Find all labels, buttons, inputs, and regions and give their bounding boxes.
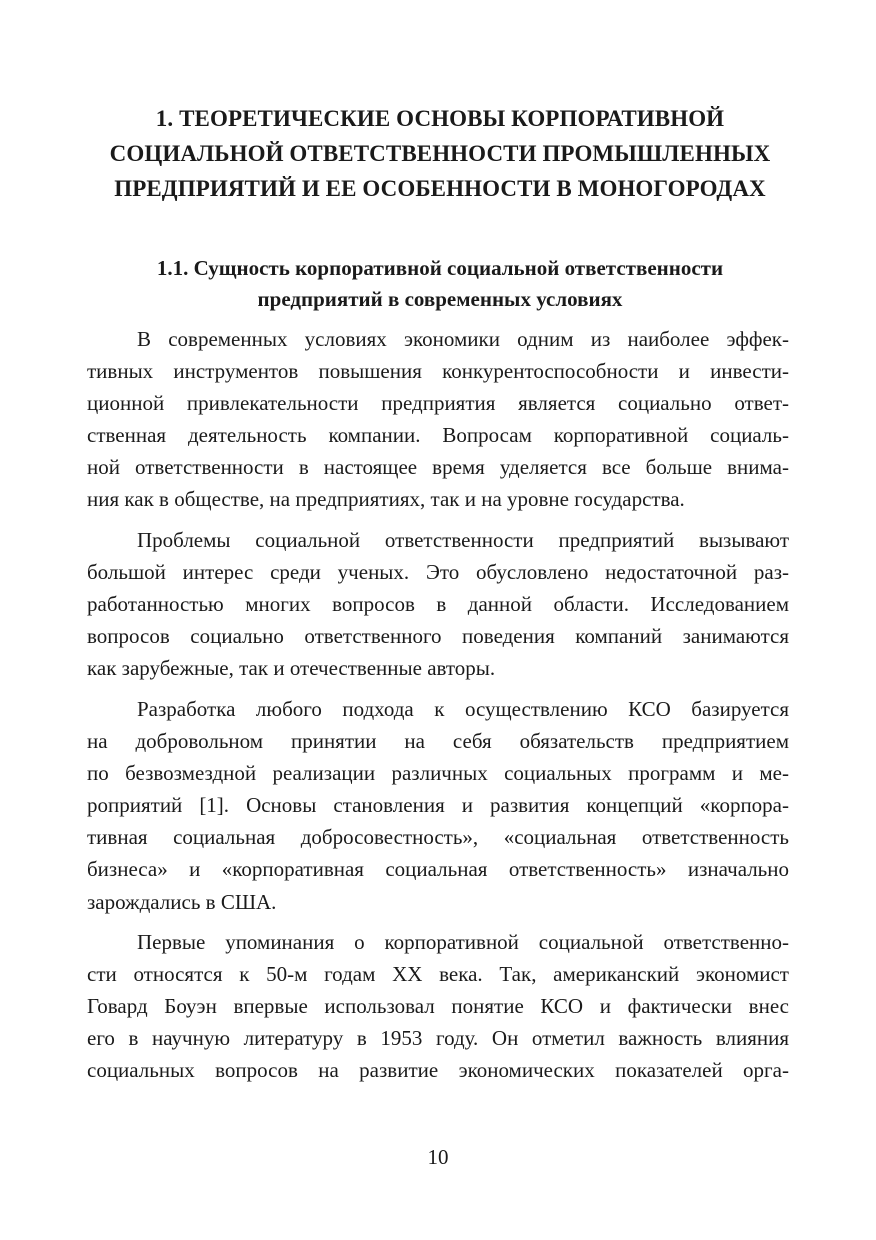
text-line: социальных вопросов на развитие экономических показателей орга- <box>87 1058 789 1083</box>
text-line: ционной привлекательности предприятия является социально ответ- <box>87 391 789 416</box>
text-line: тивная социальная добросовестность», «социальная ответственность <box>87 825 789 850</box>
text-line: роприятий [1]. Основы становления и развития концепций «корпора- <box>87 793 789 818</box>
text-line: ственная деятельность компании. Вопросам корпоративной социаль- <box>87 423 789 448</box>
paragraph-4 <box>87 926 789 1086</box>
text-line: Разработка любого подхода к осуществлению КСО базируется <box>137 697 789 721</box>
page-number: 10 <box>427 1145 449 1169</box>
chapter-title-line: ПРЕДПРИЯТИЙ И ЕЕ ОСОБЕННОСТИ В МОНОГОРОДАХ <box>114 176 766 201</box>
paragraph-3 <box>87 693 789 918</box>
text-line: Говард Боуэн впервые использовал понятие КСО и фактически внес <box>87 994 789 1019</box>
chapter-title-line: СОЦИАЛЬНОЙ ОТВЕТСТВЕННОСТИ ПРОМЫШЛЕННЫХ <box>109 141 771 166</box>
chapter-title <box>90 101 790 206</box>
text-line: ния как в обществе, на предприятиях, так и на уровне государства. <box>87 487 685 512</box>
text-line: Первые упоминания о корпоративной социальной ответственно- <box>137 930 789 954</box>
text-line: его в научную литературу в 1953 году. Он отметил важность влияния <box>87 1026 789 1051</box>
paragraph-1 <box>87 323 789 516</box>
paragraph-2 <box>87 524 789 684</box>
text-line: сти относятся к 50-м годам XX века. Так, американский экономист <box>87 962 789 987</box>
text-line: по безвозмездной реализации различных социальных программ и ме- <box>87 761 789 786</box>
section-title-line: предприятий в современных условиях <box>257 287 623 311</box>
text-line: В современных условиях экономики одним из наиболее эффек- <box>137 327 789 351</box>
text-line: зарождались в США. <box>87 889 277 914</box>
text-line: на добровольном принятии на себя обязательств предприятием <box>87 729 789 754</box>
section-title <box>90 253 790 315</box>
text-line: бизнеса» и «корпоративная социальная ответственность» изначально <box>87 857 789 882</box>
text-line: работанностью многих вопросов в данной области. Исследованием <box>87 592 789 617</box>
text-line: вопросов социально ответственного поведения компаний занимаются <box>87 624 789 649</box>
text-line: как зарубежные, так и отечественные авторы. <box>87 656 496 681</box>
chapter-title-line: 1. ТЕОРЕТИЧЕСКИЕ ОСНОВЫ КОРПОРАТИВНОЙ <box>155 106 725 131</box>
text-line: ной ответственности в настоящее время уделяется все больше внима- <box>87 455 789 480</box>
text-line: большой интерес среди ученых. Это обусловлено недостаточной раз- <box>87 560 789 585</box>
text-line: Проблемы социальной ответственности предприятий вызывают <box>137 528 789 552</box>
text-line: тивных инструментов повышения конкурентоспособности и инвести- <box>87 359 789 384</box>
section-title-line: 1.1. Сущность корпоративной социальной ответственности <box>156 256 724 280</box>
